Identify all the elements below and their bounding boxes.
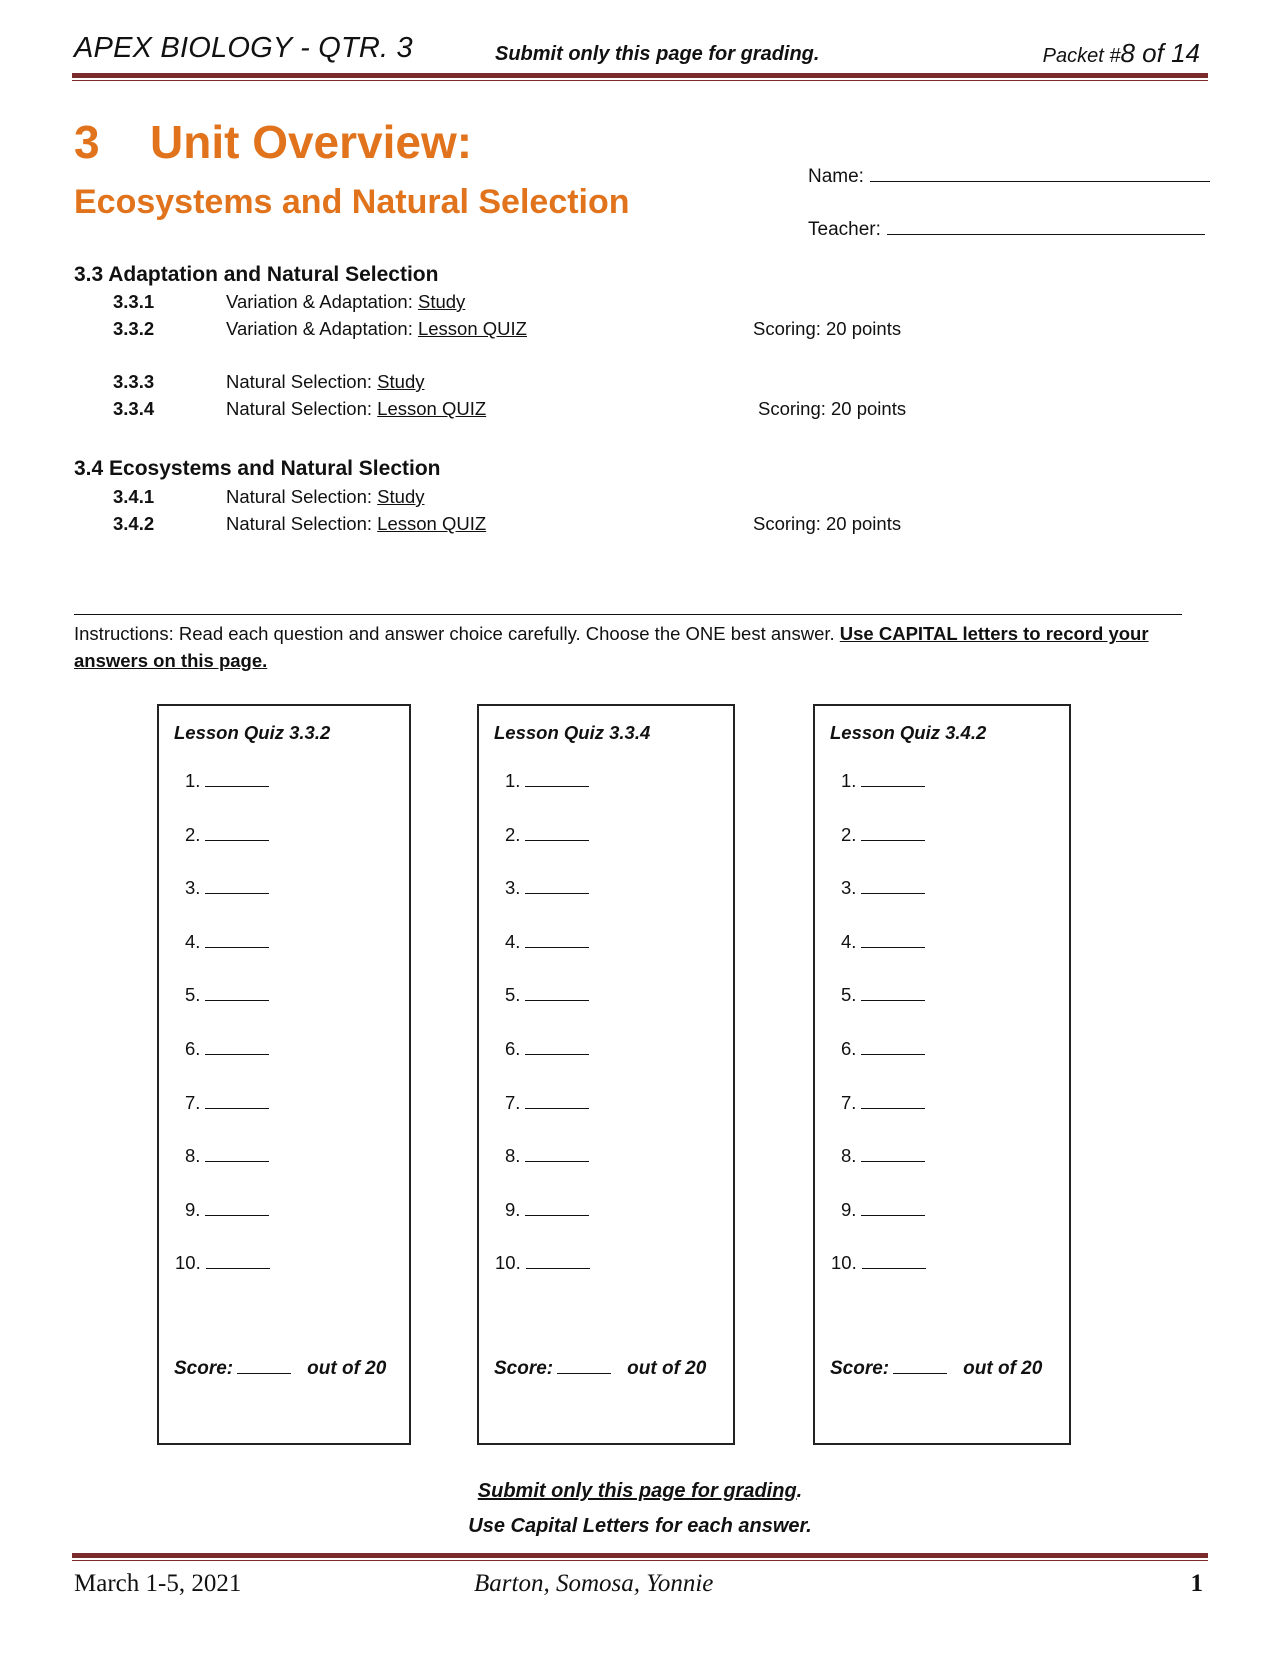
answer-blank[interactable] <box>205 984 269 1001</box>
name-field[interactable] <box>808 165 1210 188</box>
lesson-prefix: Natural Selection: <box>226 398 378 419</box>
answer-blank[interactable] <box>525 770 589 787</box>
footer-authors: Barton, Somosa, Yonnie <box>474 1570 714 1597</box>
answer-item <box>505 1092 589 1114</box>
answer-blank[interactable] <box>205 824 269 841</box>
question-number: 1. <box>185 770 201 791</box>
question-number: 8. <box>505 1145 521 1167</box>
answer-item <box>185 1038 269 1060</box>
lesson-code: 3.3.4 <box>113 398 155 419</box>
bottom-capital-note: Use Capital Letters for each answer. <box>468 1515 812 1537</box>
answer-item <box>505 1038 589 1060</box>
answer-item <box>841 824 925 846</box>
lesson-link[interactable]: Lesson QUIZ <box>377 398 487 419</box>
quiz-box-3-3-4 <box>477 704 735 1445</box>
question-number: 2. <box>841 823 857 845</box>
answer-blank[interactable] <box>861 931 925 948</box>
footer-rule <box>72 1553 1208 1558</box>
answer-blank[interactable] <box>861 877 925 894</box>
lesson-link[interactable]: Study <box>417 291 466 312</box>
question-number: 3. <box>505 877 521 899</box>
quiz-box-3-4-2 <box>813 704 1071 1445</box>
answer-item <box>175 1252 270 1274</box>
score-label: Score: <box>830 1358 890 1379</box>
answer-blank[interactable] <box>205 1145 269 1162</box>
answer-blank[interactable] <box>525 1145 589 1162</box>
quiz-score <box>830 1357 1042 1380</box>
answer-item <box>831 1252 926 1274</box>
lesson-link[interactable]: Lesson QUIZ <box>417 318 527 339</box>
answer-blank[interactable] <box>525 824 589 841</box>
question-number: 7. <box>185 1091 201 1113</box>
question-number: 5. <box>841 984 857 1006</box>
answer-blank[interactable] <box>205 1092 269 1109</box>
question-number: 10. <box>175 1252 201 1274</box>
teacher-field[interactable] <box>808 218 1205 241</box>
question-number: 6. <box>505 1038 521 1059</box>
lesson-prefix: Natural Selection: <box>226 513 378 534</box>
lesson-desc <box>226 398 486 420</box>
footer-rule-thin <box>72 1560 1208 1561</box>
section-title: 3.3 Adaptation and Natural Selection <box>74 263 439 286</box>
lesson-link[interactable]: Lesson QUIZ <box>377 513 487 534</box>
unit-label: Unit Overview: <box>150 116 473 168</box>
answer-item <box>185 931 269 953</box>
bottom-submit-text: Submit only this page for grading <box>477 1480 797 1502</box>
packet-count: 8 of 14 <box>1120 38 1200 68</box>
question-number: 3. <box>841 877 857 899</box>
answer-blank[interactable] <box>861 1199 925 1216</box>
lesson-code: 3.3.3 <box>113 371 155 392</box>
unit-number: 3 <box>74 116 100 168</box>
quiz-score <box>494 1357 706 1380</box>
question-number: 4. <box>505 930 521 952</box>
lesson-prefix: Natural Selection: <box>226 486 378 507</box>
answer-blank[interactable] <box>862 1252 926 1269</box>
quiz-box-3-3-2 <box>157 704 411 1445</box>
question-number: 4. <box>841 930 857 952</box>
score-out-of: out of 20 <box>307 1358 387 1379</box>
lesson-prefix: Variation & Adaptation: <box>226 318 418 339</box>
question-number: 2. <box>185 823 201 845</box>
answer-blank[interactable] <box>205 1038 269 1055</box>
name-label: Name: <box>808 166 864 187</box>
answer-item <box>185 770 269 792</box>
answer-blank[interactable] <box>525 984 589 1001</box>
lesson-prefix: Variation & Adaptation: <box>226 291 418 312</box>
bottom-submit-period: . <box>796 1480 803 1502</box>
question-number: 10. <box>831 1252 857 1274</box>
answer-blank[interactable] <box>525 877 589 894</box>
answer-item <box>841 877 925 899</box>
lesson-code: 3.4.2 <box>113 513 155 534</box>
answer-blank[interactable] <box>205 877 269 894</box>
lesson-link[interactable]: Study <box>377 486 425 507</box>
answer-item <box>505 1145 589 1167</box>
score-label: Score: <box>174 1358 234 1379</box>
question-number: 6. <box>185 1038 201 1059</box>
lesson-desc <box>226 318 527 340</box>
header-rule <box>72 73 1208 78</box>
answer-item <box>505 1199 589 1221</box>
answer-blank[interactable] <box>861 1145 925 1162</box>
lesson-link[interactable]: Study <box>377 371 425 392</box>
answer-blank[interactable] <box>526 1252 590 1269</box>
answer-blank[interactable] <box>205 1199 269 1216</box>
answer-item <box>841 984 925 1006</box>
quiz-title: Lesson Quiz 3.3.4 <box>494 722 651 743</box>
answer-blank[interactable] <box>861 1092 925 1109</box>
lesson-score: Scoring: 20 points <box>758 398 907 419</box>
question-number: 2. <box>505 823 521 845</box>
lesson-score: Scoring: 20 points <box>753 513 902 534</box>
answer-item <box>185 824 269 846</box>
answer-blank[interactable] <box>861 984 925 1001</box>
score-out-of: out of 20 <box>963 1358 1043 1379</box>
instructions <box>74 620 1184 674</box>
question-number: 8. <box>185 1145 201 1167</box>
answer-item <box>841 1038 925 1060</box>
answer-blank[interactable] <box>861 770 925 787</box>
quiz-score <box>174 1357 386 1380</box>
bottom-submit-note <box>0 1480 1280 1503</box>
packet-number <box>1043 38 1200 69</box>
answer-blank[interactable] <box>206 1252 270 1269</box>
score-blank[interactable] <box>237 1357 291 1374</box>
question-number: 3. <box>185 877 201 899</box>
question-number: 5. <box>185 984 201 1006</box>
header-rule-thin <box>72 80 1208 81</box>
packet-prefix: Packet # <box>1042 45 1121 67</box>
submit-note: Submit only this page for grading. <box>495 43 820 65</box>
divider <box>74 614 1182 615</box>
lesson-code: 3.3.2 <box>113 318 155 339</box>
unit-subtitle: Ecosystems and Natural Selection <box>74 183 630 221</box>
instructions-emphasis: Use CAPITAL letters to record your answers on this page. <box>74 623 1149 671</box>
answer-blank[interactable] <box>205 770 269 787</box>
answer-item <box>841 770 925 792</box>
lesson-desc <box>226 513 486 535</box>
score-out-of: out of 20 <box>627 1358 707 1379</box>
answer-blank[interactable] <box>525 1092 589 1109</box>
score-blank[interactable] <box>893 1357 947 1374</box>
quiz-title: Lesson Quiz 3.4.2 <box>830 722 987 743</box>
answer-blank[interactable] <box>525 1038 589 1055</box>
question-number: 7. <box>841 1091 857 1113</box>
answer-item <box>185 1145 269 1167</box>
question-number: 9. <box>505 1198 521 1220</box>
section-title: 3.4 Ecosystems and Natural Slection <box>74 457 441 480</box>
answer-item <box>505 770 589 792</box>
teacher-line[interactable] <box>887 218 1205 235</box>
answer-item <box>505 984 589 1006</box>
question-number: 4. <box>185 930 201 952</box>
lesson-code: 3.3.1 <box>113 291 155 312</box>
instructions-text: Instructions: Read each question and answer choice carefully. Choose the ONE best answer. <box>74 623 835 644</box>
question-number: 7. <box>505 1091 521 1113</box>
teacher-label: Teacher: <box>808 219 881 240</box>
score-blank[interactable] <box>557 1357 611 1374</box>
answer-blank[interactable] <box>205 931 269 948</box>
answer-item <box>185 1199 269 1221</box>
answer-item <box>495 1252 590 1274</box>
answer-item <box>841 1199 925 1221</box>
question-number: 10. <box>495 1252 521 1274</box>
unit-title <box>74 115 472 169</box>
question-number: 9. <box>185 1198 201 1220</box>
answer-item <box>841 931 925 953</box>
question-number: 5. <box>505 984 521 1006</box>
quiz-title: Lesson Quiz 3.3.2 <box>174 722 331 743</box>
answer-item <box>505 931 589 953</box>
answer-item <box>185 984 269 1006</box>
answer-blank[interactable] <box>861 1038 925 1055</box>
answer-blank[interactable] <box>525 1199 589 1216</box>
answer-item <box>185 877 269 899</box>
lesson-score: Scoring: 20 points <box>753 318 902 339</box>
answer-item <box>841 1092 925 1114</box>
question-number: 9. <box>841 1198 857 1220</box>
page-number: 1 <box>1190 1570 1203 1597</box>
lesson-desc <box>226 371 424 393</box>
lesson-desc <box>226 291 465 313</box>
footer-date: March 1-5, 2021 <box>74 1570 242 1597</box>
answer-item <box>185 1092 269 1114</box>
lesson-desc <box>226 486 424 508</box>
score-label: Score: <box>494 1358 554 1379</box>
answer-item <box>505 824 589 846</box>
question-number: 6. <box>841 1038 857 1059</box>
question-number: 1. <box>841 770 857 791</box>
lesson-code: 3.4.1 <box>113 486 155 507</box>
question-number: 8. <box>841 1145 857 1167</box>
question-number: 1. <box>505 770 521 791</box>
course-title: APEX BIOLOGY - QTR. 3 <box>74 32 413 64</box>
answer-blank[interactable] <box>525 931 589 948</box>
answer-item <box>841 1145 925 1167</box>
answer-item <box>505 877 589 899</box>
name-line[interactable] <box>870 165 1210 182</box>
answer-blank[interactable] <box>861 824 925 841</box>
lesson-prefix: Natural Selection: <box>226 371 378 392</box>
